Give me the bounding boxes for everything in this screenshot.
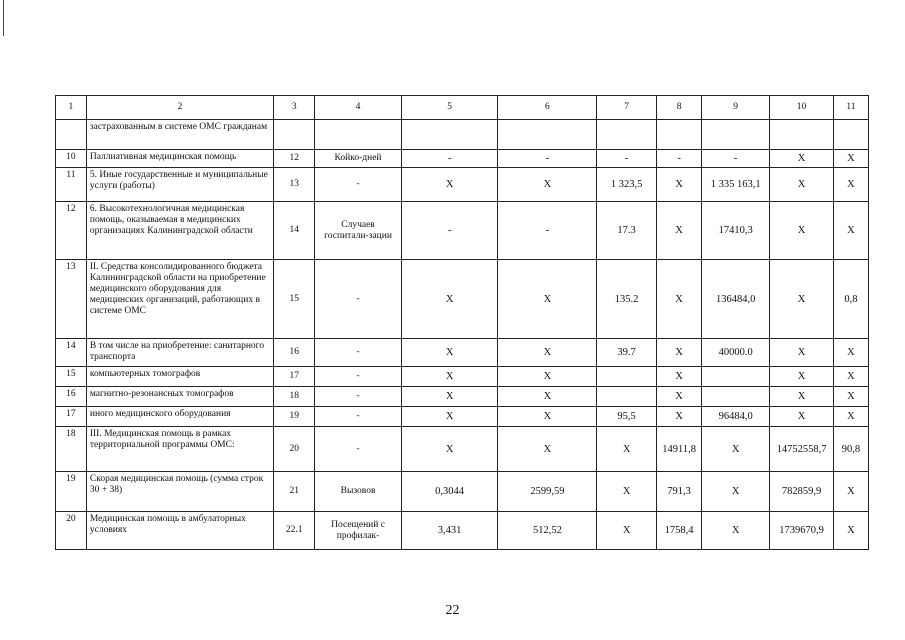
cell-col-6: Х — [498, 387, 597, 407]
cell-col-11: Х — [833, 367, 868, 387]
cell-col-8: Х — [656, 387, 701, 407]
header-cell-9: 9 — [702, 96, 770, 120]
cell-col-10: Х — [770, 339, 834, 367]
header-row — [56, 96, 869, 120]
table-row — [56, 472, 869, 512]
cell-row-number: 15 — [56, 367, 87, 387]
cell-indicator-name: Медицинская помощь в амбулаторных условиях — [86, 512, 273, 550]
header-cell-1: 1 — [56, 96, 87, 120]
cell-line-code: 13 — [274, 168, 315, 202]
cell-col-9: - — [702, 150, 770, 168]
cell-indicator-name: Паллиативная медицинская помощь — [86, 150, 273, 168]
cell-col-6: 512,52 — [498, 512, 597, 550]
cell-unit: - — [315, 367, 401, 387]
cell-col-8 — [656, 120, 701, 150]
cell-col-10: Х — [770, 168, 834, 202]
cell-col-11: Х — [833, 168, 868, 202]
cell-unit: - — [315, 407, 401, 427]
cell-col-6: 2599,59 — [498, 472, 597, 512]
cell-col-11: 90,8 — [833, 427, 868, 472]
cell-row-number: 14 — [56, 339, 87, 367]
cell-col-11: Х — [833, 472, 868, 512]
cell-col-8: Х — [656, 260, 701, 339]
cell-col-10: Х — [770, 202, 834, 260]
cell-col-8: 1758,4 — [656, 512, 701, 550]
cell-col-5: Х — [401, 427, 498, 472]
cell-col-5: - — [401, 150, 498, 168]
cell-col-5: Х — [401, 407, 498, 427]
cell-row-number: 20 — [56, 512, 87, 550]
cell-col-7 — [597, 120, 657, 150]
cell-col-10: Х — [770, 407, 834, 427]
cell-unit: Случаев госпитали-зации — [315, 202, 401, 260]
cell-col-5: Х — [401, 339, 498, 367]
cell-col-11: Х — [833, 150, 868, 168]
cell-col-7: 95,5 — [597, 407, 657, 427]
cell-indicator-name: 5. Иные государственные и муниципальные услуги (работы) — [86, 168, 273, 202]
table-row — [56, 512, 869, 550]
cell-col-7: 17.3 — [597, 202, 657, 260]
cell-col-8: Х — [656, 339, 701, 367]
cell-col-6 — [498, 120, 597, 150]
cell-row-number: 10 — [56, 150, 87, 168]
cell-indicator-name: II. Средства консолидированного бюджета Калининградской области на приобретение медицинского оборудования для медицинских организаций, работающих в системе ОМС — [86, 260, 273, 339]
cell-col-8: - — [656, 150, 701, 168]
cell-col-9: 40000.0 — [702, 339, 770, 367]
cell-col-9: 1 335 163,1 — [702, 168, 770, 202]
cell-unit: - — [315, 339, 401, 367]
cell-col-6: - — [498, 202, 597, 260]
cell-line-code: 19 — [274, 407, 315, 427]
cell-col-7: 1 323,5 — [597, 168, 657, 202]
cell-col-6: - — [498, 150, 597, 168]
cell-indicator-name: 6. Высокотехнологичная медицинская помощь, оказываемая в медицинских организациях Калининградской области — [86, 202, 273, 260]
header-cell-5: 5 — [401, 96, 498, 120]
cell-line-code: 14 — [274, 202, 315, 260]
cell-row-number — [56, 120, 87, 150]
cell-col-9: Х — [702, 512, 770, 550]
cell-col-6: Х — [498, 339, 597, 367]
cell-col-5: Х — [401, 387, 498, 407]
header-cell-6: 6 — [498, 96, 597, 120]
cell-col-7 — [597, 367, 657, 387]
cell-line-code: 12 — [274, 150, 315, 168]
cell-unit: Койко-дней — [315, 150, 401, 168]
table-row — [56, 427, 869, 472]
cell-col-9 — [702, 367, 770, 387]
page-number: 22 — [445, 603, 460, 618]
header-cell-8: 8 — [656, 96, 701, 120]
header-cell-3: 3 — [274, 96, 315, 120]
cell-col-9 — [702, 387, 770, 407]
cell-indicator-name: застрахованным в системе ОМС гражданам — [86, 120, 273, 150]
cell-col-10: 1739670,9 — [770, 512, 834, 550]
cell-col-5: 0,3044 — [401, 472, 498, 512]
table-row — [56, 407, 869, 427]
table-row — [56, 260, 869, 339]
header-cell-2: 2 — [86, 96, 273, 120]
table-body — [56, 96, 869, 550]
cell-col-5: Х — [401, 168, 498, 202]
cell-col-8: Х — [656, 367, 701, 387]
cell-col-10: 782859,9 — [770, 472, 834, 512]
cell-col-11 — [833, 120, 868, 150]
cell-col-9: Х — [702, 427, 770, 472]
cell-col-10: 14752558,7 — [770, 427, 834, 472]
cell-col-8: Х — [656, 168, 701, 202]
header-cell-10: 10 — [770, 96, 834, 120]
cell-col-9: 17410,3 — [702, 202, 770, 260]
cell-col-10: Х — [770, 150, 834, 168]
table-row — [56, 387, 869, 407]
cell-line-code: 15 — [274, 260, 315, 339]
header-cell-11: 11 — [833, 96, 868, 120]
cell-col-5: - — [401, 202, 498, 260]
cell-unit: - — [315, 260, 401, 339]
cell-indicator-name: III. Медицинская помощь в рамках территориальной программы ОМС: — [86, 427, 273, 472]
cell-col-10: Х — [770, 367, 834, 387]
table-row — [56, 150, 869, 168]
cell-col-9: 136484,0 — [702, 260, 770, 339]
cell-line-code: 20 — [274, 427, 315, 472]
table-row — [56, 120, 869, 150]
cell-row-number: 17 — [56, 407, 87, 427]
cell-col-8: Х — [656, 202, 701, 260]
cell-col-5: Х — [401, 367, 498, 387]
cell-col-9: Х — [702, 472, 770, 512]
budget-table — [55, 95, 869, 550]
cell-indicator-name: компьютерных томографов — [86, 367, 273, 387]
table-row — [56, 367, 869, 387]
cell-row-number: 11 — [56, 168, 87, 202]
table-row — [56, 168, 869, 202]
cell-row-number: 12 — [56, 202, 87, 260]
cell-col-5 — [401, 120, 498, 150]
cell-col-9 — [702, 120, 770, 150]
cell-line-code: 16 — [274, 339, 315, 367]
cell-col-5: 3,431 — [401, 512, 498, 550]
cell-col-8: 791,3 — [656, 472, 701, 512]
cell-line-code: 18 — [274, 387, 315, 407]
cell-col-7: Х — [597, 512, 657, 550]
cell-line-code: 21 — [274, 472, 315, 512]
cell-col-11: Х — [833, 339, 868, 367]
cell-col-6: Х — [498, 407, 597, 427]
cell-indicator-name: В том числе на приобретение: санитарного транспорта — [86, 339, 273, 367]
left-margin-rule — [3, 0, 4, 36]
cell-col-11: Х — [833, 512, 868, 550]
cell-col-10: Х — [770, 260, 834, 339]
cell-col-11: 0,8 — [833, 260, 868, 339]
cell-col-7: Х — [597, 427, 657, 472]
cell-col-9: 96484,0 — [702, 407, 770, 427]
cell-col-11: Х — [833, 387, 868, 407]
cell-line-code: 17 — [274, 367, 315, 387]
cell-col-7: 135.2 — [597, 260, 657, 339]
cell-row-number: 18 — [56, 427, 87, 472]
cell-col-11: Х — [833, 202, 868, 260]
cell-row-number: 13 — [56, 260, 87, 339]
cell-row-number: 16 — [56, 387, 87, 407]
cell-indicator-name: иного медицинского оборудования — [86, 407, 273, 427]
cell-row-number: 19 — [56, 472, 87, 512]
cell-col-6: Х — [498, 427, 597, 472]
cell-col-6: Х — [498, 367, 597, 387]
cell-col-7: 39.7 — [597, 339, 657, 367]
cell-unit: - — [315, 427, 401, 472]
cell-line-code: 22.1 — [274, 512, 315, 550]
cell-col-11: Х — [833, 407, 868, 427]
cell-col-5: Х — [401, 260, 498, 339]
cell-col-7: - — [597, 150, 657, 168]
table-row — [56, 202, 869, 260]
cell-col-10 — [770, 120, 834, 150]
table-row — [56, 339, 869, 367]
cell-unit: - — [315, 387, 401, 407]
cell-col-6: Х — [498, 168, 597, 202]
header-cell-4: 4 — [315, 96, 401, 120]
cell-unit: - — [315, 168, 401, 202]
cell-col-8: Х — [656, 407, 701, 427]
cell-col-7: Х — [597, 472, 657, 512]
cell-unit: Вызовов — [315, 472, 401, 512]
cell-col-8: 14911,8 — [656, 427, 701, 472]
cell-unit: Посещений с профилак- — [315, 512, 401, 550]
header-cell-7: 7 — [597, 96, 657, 120]
cell-indicator-name: Скорая медицинская помощь (сумма строк 30 + 38) — [86, 472, 273, 512]
cell-line-code — [274, 120, 315, 150]
cell-col-10: Х — [770, 387, 834, 407]
cell-col-7 — [597, 387, 657, 407]
cell-col-6: Х — [498, 260, 597, 339]
cell-indicator-name: магнитно-резонансных томографов — [86, 387, 273, 407]
cell-unit — [315, 120, 401, 150]
